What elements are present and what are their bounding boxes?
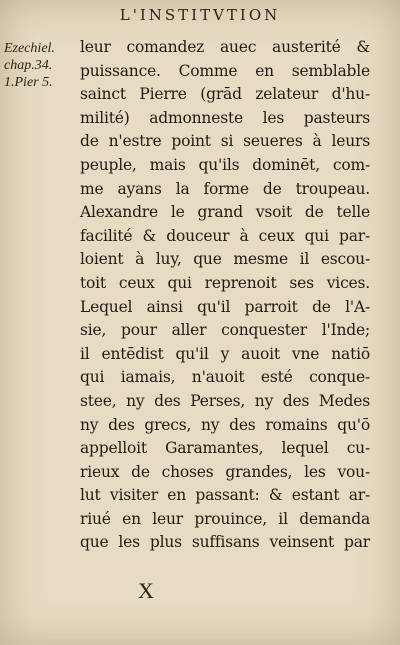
text-line: toit ceux qui reprenoit ses vices. xyxy=(80,273,370,292)
text-line: Alexandre le grand vsoit de telle xyxy=(80,203,370,222)
text-line: rieux de choses grandes, les vou- xyxy=(80,462,370,481)
text-line: me ayans la forme de troupeau. xyxy=(80,179,370,198)
text-line: leur comandez auec austerité & xyxy=(80,38,370,56)
text-line: sie, pour aller conquester l'Inde; xyxy=(80,321,370,340)
text-line: de n'estre point si seueres à leurs xyxy=(80,132,370,151)
signature-mark: X xyxy=(138,578,154,603)
text-line: qui iamais, n'auoit esté conque- xyxy=(80,368,370,387)
text-line: facilité & douceur à ceux qui par- xyxy=(80,226,370,245)
margin-note: 1.Pier 5. xyxy=(4,75,53,90)
text-line: ny des grecs, ny des romains qu'ō xyxy=(80,415,370,434)
margin-notes xyxy=(4,40,78,91)
text-line: peuple, mais qu'ils dominēt, com- xyxy=(80,155,370,174)
text-line: stee, ny des Perses, ny des Medes xyxy=(80,391,370,410)
text-line: milité) admonneste les pasteurs xyxy=(80,108,370,127)
text-line: riué en leur prouince, il demanda xyxy=(80,509,370,528)
text-line: loient à luy, que mesme il escou- xyxy=(80,250,370,269)
text-line: puissance. Comme en semblable xyxy=(80,61,370,80)
running-header: L'INSTITVTION xyxy=(119,6,281,24)
body-text xyxy=(80,36,370,555)
text-line: que les plus suffisans veinsent par xyxy=(80,533,370,552)
margin-note: Ezechiel. xyxy=(4,41,55,56)
text-line: il entēdist qu'il y auoit vne natiō xyxy=(80,344,370,363)
text-line: appelloit Garamantes, lequel cu- xyxy=(80,439,370,458)
text-line: Lequel ainsi qu'il parroit de l'A- xyxy=(80,297,370,316)
margin-note: chap.34. xyxy=(4,58,53,73)
text-line: lut visiter en passant: & estant ar- xyxy=(80,486,370,505)
text-line: sainct Pierre (grād zelateur d'hu- xyxy=(80,85,370,104)
